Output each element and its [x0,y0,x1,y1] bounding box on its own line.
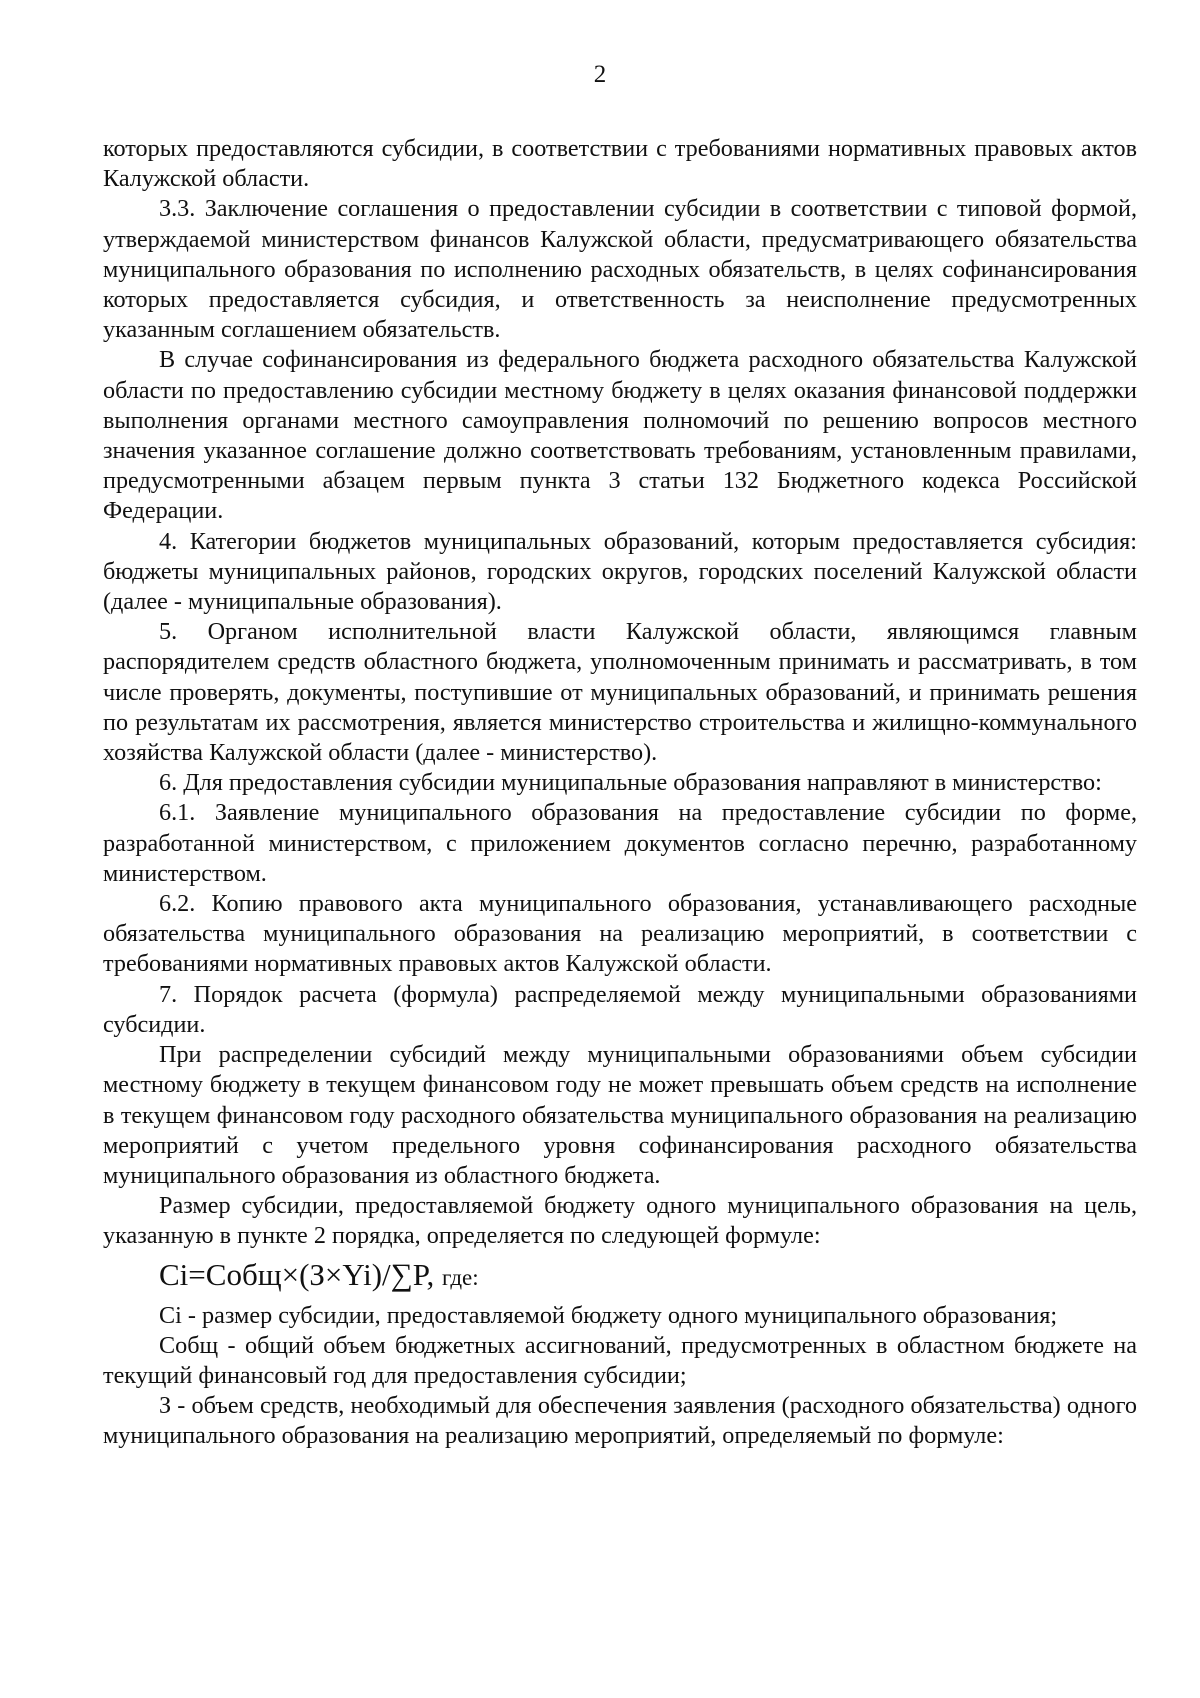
paragraph-federal-cofinancing: В случае софинансирования из федерального бюджета расходного обязательства Калужской области по предоставлению субсидии местному бюджету в целях оказания финансовой поддержки выполнения органами местного самоуправления полномочий по решению вопросов местного значения указанное соглашение должно соответствовать требованиям, установленным правилами, предусмотренными абзацем первым пункта 3 статьи 132 Бюджетного кодекса Российской Федерации. [103,346,1137,525]
definition-ci: Ci - размер субсидии, предоставляемой бюджету одного муниципального образования; [159,1301,1058,1329]
definition-cobsh: Cобщ - общий объем бюджетных ассигнований, предусмотренных в областном бюджете на текущий финансовый год для предоставления субсидии; [103,1331,1137,1389]
definition-z: З - объем средств, необходимый для обеспечения заявления (расходного обязательства) одного муниципального образования на реализацию мероприятий, определяемый по формуле: [103,1392,1137,1450]
paragraph-7: 7. Порядок расчета (формула) распределяемой между муниципальными образованиями субсидии. [103,980,1137,1038]
paragraph-5: 5. Органом исполнительной власти Калужской области, являющимся главным распорядителем средств областного бюджета, уполномоченным принимать и рассматривать, в том числе проверять, документы, поступившие от муниципальных образований, и принимать решения по результатам их рассмотрения, является министерство строительства и жилищно-коммунального хозяйства Калужской области (далее - министерство). [103,618,1137,767]
document-body [103,134,1137,1452]
subsidy-formula [159,1256,1137,1297]
page-number: 2 [593,61,607,88]
paragraph-4: 4. Категории бюджетов муниципальных образований, которым предоставляется субсидия: бюджеты муниципальных районов, городских округов, городских поселений Калужской области (далее - муниципальные образования). [103,527,1137,616]
paragraph-6: 6. Для предоставления субсидии муниципальные образования направляют в министерство: [159,769,1102,797]
paragraph-3-3: 3.3. Заключение соглашения о предоставлении субсидии в соответствии с типовой формой, утверждаемой министерством финансов Калужской области, предусматривающего обязательства муниципального образования по исполнению расходных обязательств, в целях софинансирования которых предоставляется субсидия, и ответственность за неисполнение предусмотренных указанным соглашением обязательств. [103,195,1137,344]
paragraph-distribution: При распределении субсидий между муниципальными образованиями объем субсидии местному бюджету в текущем финансовом году не может превышать объем средств на исполнение в текущем финансовом году расходного обязательства муниципального образования на реализацию мероприятий с учетом предельного уровня софинансирования расходного обязательства муниципального образования из областного бюджета. [103,1041,1137,1189]
paragraph-6-2: 6.2. Копию правового акта муниципального образования, устанавливающего расходные обязательства муниципального образования на реализацию мероприятий, в соответствии с требованиями нормативных правовых актов Калужской области. [103,890,1137,978]
formula-expression: Ci=Cобщ×(З×Yi)/∑P, [159,1256,435,1292]
paragraph-continuation: которых предоставляются субсидии, в соответствии с требованиями нормативных правовых актов Калужской области. [103,135,1137,193]
paragraph-6-1: 6.1. Заявление муниципального образования на предоставление субсидии по форме, разработанной министерством, с приложением документов согласно перечню, разработанному министерством. [103,799,1137,887]
paragraph-subsidy-size: Размер субсидии, предоставляемой бюджету одного муниципального образования на цель, указанную в пункте 2 порядка, определяется по следующей формуле: [103,1192,1137,1250]
formula-suffix: где: [442,1264,479,1290]
